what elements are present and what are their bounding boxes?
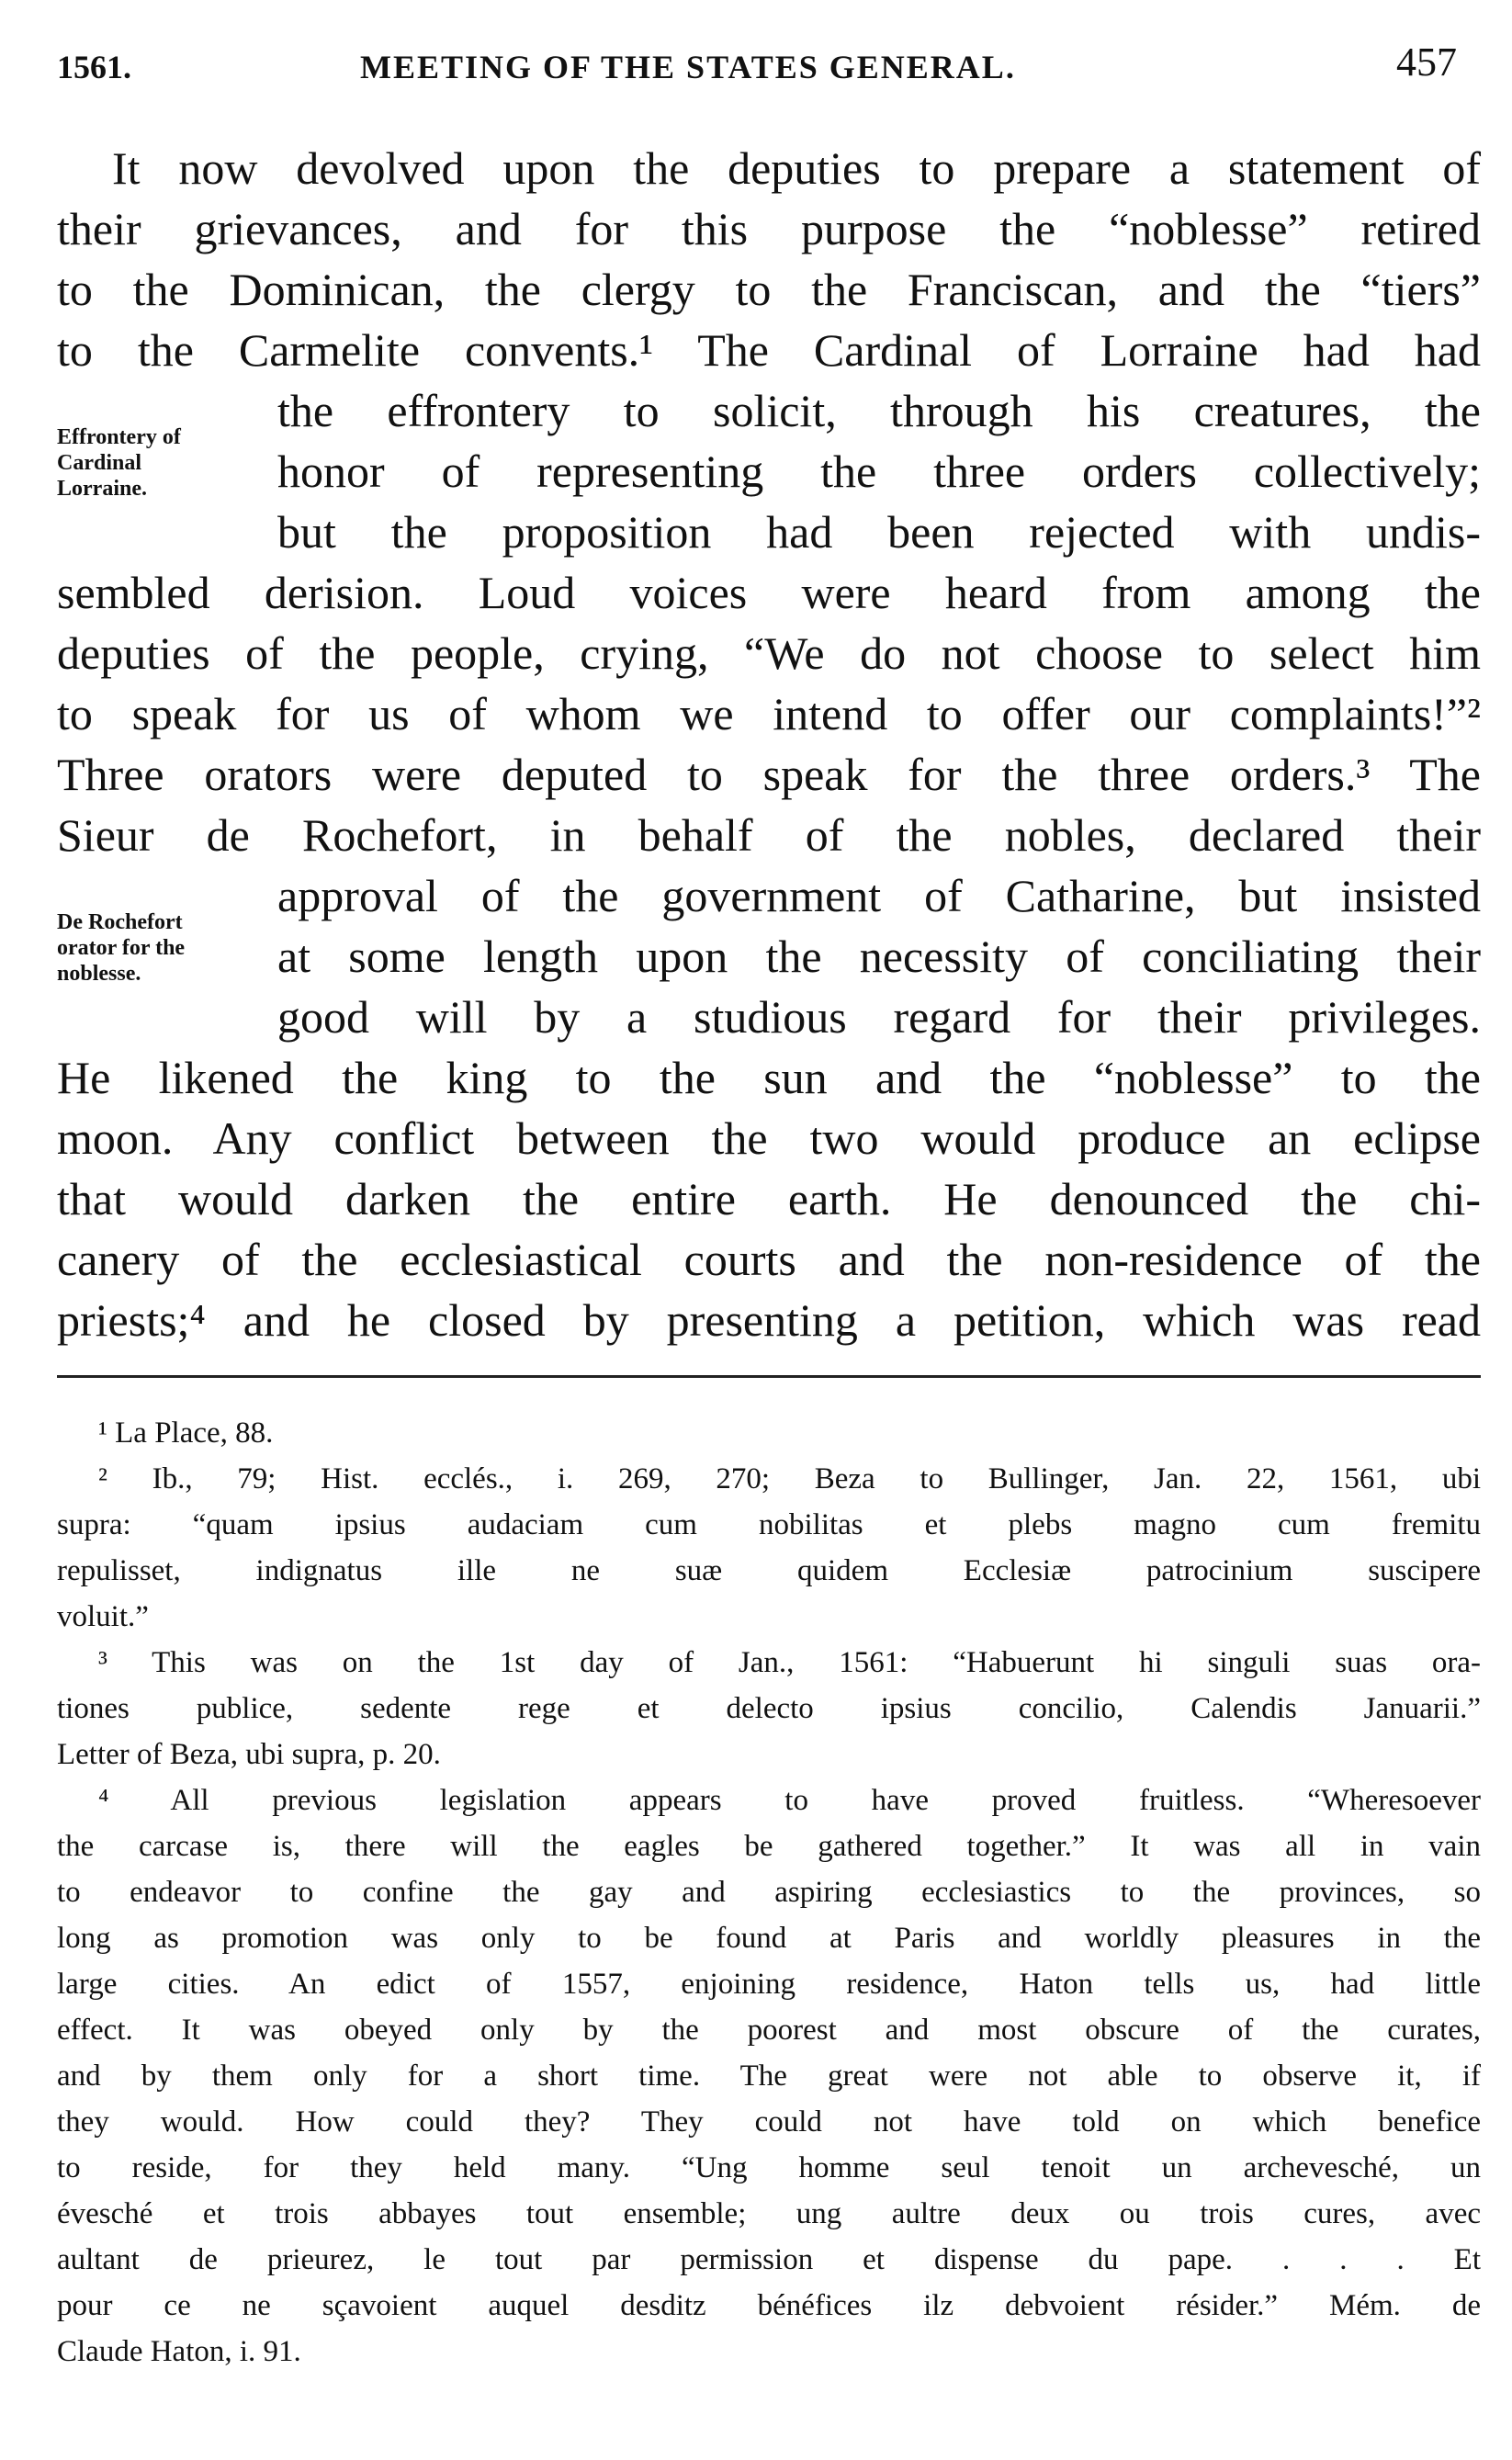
footnote-line: tiones publice, sedente rege et delecto ipsius concilio, Calendis Januarii.” xyxy=(57,1692,1481,1725)
body-line: Sieur de Rochefort, in behalf of the nobles, declared their xyxy=(57,809,1481,861)
body-line: to speak for us of whom we intend to offer our complaints!”² xyxy=(57,688,1481,739)
body-line: sembled derision. Loud voices were heard from among the xyxy=(57,567,1481,618)
header-title: MEETING OF THE STATES GENERAL. xyxy=(360,49,1016,85)
footnote-line: pour ce ne sçavoient auquel desditz bénéfices ilz debvoient résider.” Mém. de xyxy=(57,2289,1481,2322)
footnote-line: Claude Haton, i. 91. xyxy=(57,2335,301,2368)
footnote-line: ⁴ All previous legislation appears to have proved fruitless. “Wheresoever xyxy=(98,1784,1481,1817)
body-line: that would darken the entire earth. He denounced the chi- xyxy=(57,1173,1481,1224)
body-line: but the proposition had been rejected with undis- xyxy=(277,506,1481,558)
footnote-line: they would. How could they? They could not have told on which benefice xyxy=(57,2105,1481,2138)
body-line: priests;⁴ and he closed by presenting a petition, which was read xyxy=(57,1294,1481,1346)
footnote-line: and by them only for a short time. The great were not able to observe it, if xyxy=(57,2059,1481,2093)
margin-note-rochefort: De Rochefort orator for the noblesse. xyxy=(57,910,186,986)
body-line: Three orators were deputed to speak for the three orders.³ The xyxy=(57,749,1481,800)
footnote-line: évesché et trois abbayes tout ensemble; ung aultre deux ou trois cures, avec xyxy=(57,2197,1481,2230)
footnote-line: repulisset, indignatus ille ne suæ quidem Ecclesiæ patrocinium suscipere xyxy=(57,1554,1481,1587)
footnote-line: ³ This was on the 1st day of Jan., 1561: “Habuerunt hi singuli suas ora- xyxy=(98,1646,1481,1679)
body-line: moon. Any conflict between the two would produce an eclipse xyxy=(57,1112,1481,1164)
footnote-line: Letter of Beza, ubi supra, p. 20. xyxy=(57,1738,441,1771)
body-line: approval of the government of Catharine, but insisted xyxy=(277,870,1481,921)
body-line: canery of the ecclesiastical courts and the non-residence of the xyxy=(57,1234,1481,1285)
body-line: to the Carmelite convents.¹ The Cardinal of Lorraine had had xyxy=(57,324,1481,376)
footnote-line: the carcase is, there will the eagles be gathered together.” It was all in vain xyxy=(57,1830,1481,1863)
body-line: good will by a studious regard for their privileges. xyxy=(277,991,1481,1043)
running-head xyxy=(57,40,1475,96)
header-year: 1561. xyxy=(57,49,131,85)
footnote-line: effect. It was obeyed only by the poorest and most obscure of the curates, xyxy=(57,2014,1481,2047)
body-line: deputies of the people, crying, “We do not choose to select him xyxy=(57,627,1481,679)
body-line: to the Dominican, the clergy to the Franciscan, and the “tiers” xyxy=(57,264,1481,315)
body-line: at some length upon the necessity of conciliating their xyxy=(277,931,1481,982)
body-line: He likened the king to the sun and the “noblesse” to the xyxy=(57,1052,1481,1103)
footnote-line: aultant de prieurez, le tout par permission et dispense du pape. . . . Et xyxy=(57,2243,1481,2276)
footnote-line: to endeavor to confine the gay and aspiring ecclesiastics to the provinces, so xyxy=(57,1876,1481,1909)
page-number: 457 xyxy=(1396,39,1457,85)
footnote-line: ² Ib., 79; Hist. ecclés., i. 269, 270; Beza to Bullinger, Jan. 22, 1561, ubi xyxy=(98,1462,1481,1495)
margin-note-cardinal: Effrontery of Cardinal Lorraine. xyxy=(57,425,181,501)
footnote-rule xyxy=(57,1375,1481,1378)
footnote-line: voluit.” xyxy=(57,1600,149,1633)
body-line: It now devolved upon the deputies to prepare a statement of xyxy=(112,142,1481,194)
footnote-line: large cities. An edict of 1557, enjoining residence, Haton tells us, had little xyxy=(57,1968,1481,2001)
body-line: the effrontery to solicit, through his creatures, the xyxy=(277,385,1481,436)
footnote-line: supra: “quam ipsius audaciam cum nobilitas et plebs magno cum fremitu xyxy=(57,1508,1481,1541)
footnote-line: long as promotion was only to be found at Paris and worldly pleasures in the xyxy=(57,1922,1481,1955)
body-line: honor of representing the three orders collectively; xyxy=(277,446,1481,497)
footnote-line: ¹ La Place, 88. xyxy=(98,1416,274,1450)
footnote-line: to reside, for they held many. “Ung homme seul tenoit un archevesché, un xyxy=(57,2151,1481,2184)
body-line: their grievances, and for this purpose the “noblesse” retired xyxy=(57,203,1481,254)
